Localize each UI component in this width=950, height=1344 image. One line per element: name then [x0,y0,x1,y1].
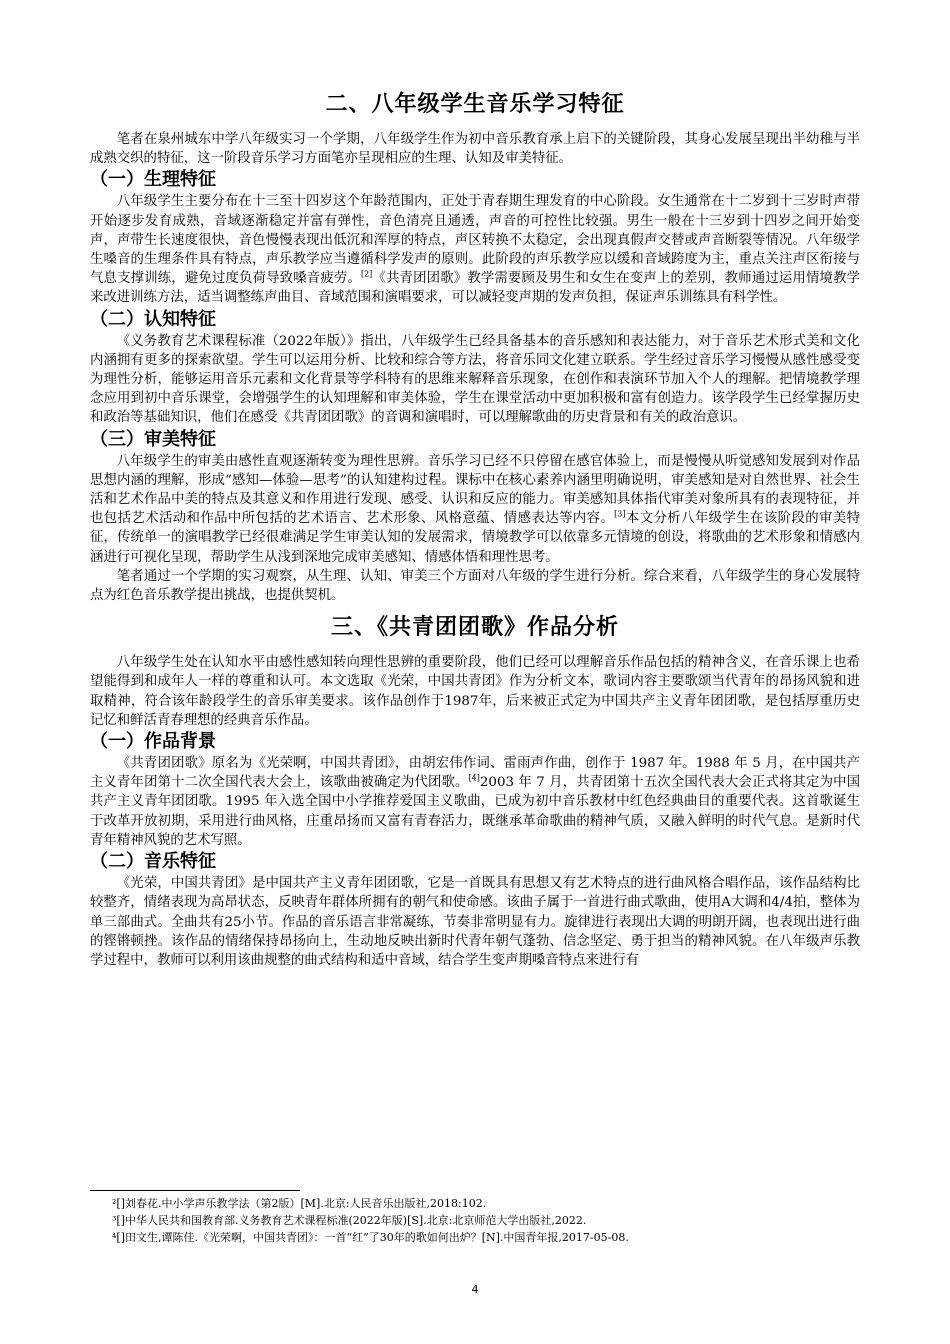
footnote-divider [90,1190,300,1191]
footnote-2: ²[]刘春花.中小学声乐教学法（第2版）[M].北京:人民音乐出版社,2018:102. [112,1197,487,1210]
subsection-aesthetic: （三）审美特征 [90,428,216,450]
background-text-a: 《共青团团歌》原名为《光荣啊，中国共青团》，由胡宏伟作词、雷雨声作曲，创作于 1987 年。1988 年 5 月，在中国共产主义青年团第十二次全国代表大会上，该歌曲被确定为代团歌。 [90,756,860,791]
page-number: 4 [471,1283,479,1296]
footnote-ref-2[interactable]: [2] [360,269,373,279]
background-paragraph [90,754,860,850]
physiological-text-a: 八年级学生主要分布在十三至十四岁这个年龄范围内，正处于青春期生理发育的中心阶段。女生通常在十二岁到十三岁时声带开始逐步发育成熟，音域逐渐稳定并富有弹性，音色清亮且通透，声音的可控性比较强。男生一般在十三岁到十四岁之间开始变声，声带生长速度很快，音色慢慢表现出低沉和浑厚的特点，声区转换不太稳定，会出现真假声交替或声音断裂等情况。八年级学生嗓音的生理条件具有特点，声乐教学应当遵循科学发声的原则。此阶段的声乐教学应以缓和音域跨度为主，重点关注声区衔接与气息支撑训练，避免过度负荷导致嗓音疲劳。 [90,194,860,287]
section-title-2: 二、八年级学生音乐学习特征 [325,92,625,117]
footnote-ref-4[interactable]: [4] [468,773,480,783]
physiological-paragraph [90,192,860,307]
page-body [90,88,860,970]
section-2-intro: 笔者在泉州城东中学八年级实习一个学期，八年级学生作为初中音乐教育承上启下的关键阶段，其身心发展呈现出半幼稚与半成熟交织的特征，这一阶段音乐学习方面笔亦呈现相应的生理、认知及审美特征。 [90,132,860,167]
footnote-3: ³[]中华人民共和国教育部.义务教育艺术课程标准(2022年版)[S].北京:北京师范大学出版社,2022. [112,1214,587,1227]
physiological-text-b: 《共青团团歌》教学需要顾及男生和女生在变声上的差别，教师通过运用情境教学来改进训练方法，适当调整练声曲目、音域范围和演唱要求，可以减轻变声期的发声负担，保证声乐训练具有科学性。 [90,271,861,306]
subsection-background: （一）作品背景 [90,731,216,753]
footnote-4: ⁴[]田文生,谭陈佳.《光荣啊，中国共青团》：一首“红”了30年的歌如何出炉？[N].中国青年报,2017-05-08. [112,1231,629,1244]
subsection-physiological: （一）生理特征 [90,169,216,191]
section-title-3: 三、《共青团团歌》作品分析 [330,615,619,641]
section-2-summary: 笔者通过一个学期的实习观察，从生理、认知、审美三个方面对八年级的学生进行分析。综合来看，八年级学生的身心发展特点为红色音乐教学提出挑战，也提供契机。 [90,568,860,604]
music-features-paragraph: 《光荣，中国共青团》是中国共产主义青年团团歌，它是一首既具有思想又有艺术特点的进行曲风格合唱作品，该作品结构比较整齐，情绪表现为高昂状态，反映青年群体所拥有的朝气和使命感。该曲子属于一首进行曲式歌曲，使用A大调和4/4拍，整体为单三部曲式。全曲共有25小节。作品的音乐语言非常凝练，节奏非常明显有力。旋律进行表现出大调的明朗开阔，也表现出进行曲的铿锵顿挫。该作品的情绪保持昂扬向上，生动地反映出新时代青年朝气蓬勃、信念坚定、勇于担当的精神风貌。在八年级声乐教学过程中，教师可以利用该曲规整的曲式结构和适中音域，结合学生变声期嗓音特点来进行有 [90,876,860,968]
section-3-intro: 八年级学生处在认知水平由感性感知转向理性思辨的重要阶段，他们已经可以理解音乐作品包括的精神含义，在音乐课上也希望能得到和成年人一样的尊重和认可。本文选取《光荣，中国共青团》作为分析文本，歌词内容主要歌颂当代青年的昂扬风貌和进取精神，符合该年龄段学生的音乐审美要求。该作品创作于1987年，后来被正式定为中国共产主义青年团团歌，是包括厚重历史记忆和鲜活青春理想的经典音乐作品。 [90,655,860,728]
subsection-cognitive: （二）认知特征 [90,308,216,330]
aesthetic-paragraph [90,452,860,567]
aesthetic-text-a: 八年级学生的审美由感性直观逐渐转变为理性思辨。音乐学习已经不只停留在感官体验上，而是慢慢从听觉感知发展到对作品思想内涵的理解，形成“感知—体验—思考”的认知建构过程。课标中在核心素养内涵里明确说明，审美感知是对自然世界、社会生活和艺术作品中美的特点及其意义和作用进行发现、感受、认识和反应的能力。审美感知具体指代审美对象所具有的表现特征，并也包括艺术活动和作品中所包括的艺术语言、艺术形象、风格意蕴、情感表达等内容。 [90,453,860,527]
aesthetic-text-b: 本文分析八年级学生在该阶段的审美特征，传统单一的演唱教学已经很难满足学生审美认知的发展需求，情境教学可以依靠多元情境的创设，将歌曲的艺术形象和情感内涵进行可视化呈现，帮助学生从浅到深地完成审美感知、情感体悟和理性思考。 [90,511,861,565]
background-text-b: 2003 年 7 月，共青团第十五次全国代表大会正式将其定为中国共产主义青年团团歌。1995 年入选全国中小学推荐爱国主义歌曲，已成为初中音乐教材中红色经典曲目的重要代表。这首歌诞生于改革开放初期，采用进行曲风格，庄重昂扬而又富有青春活力，既继承革命歌曲的精神气质，又融入鲜明的时代气息。是新时代青年精神风貌的艺术写照。 [90,775,861,848]
footnote-ref-3[interactable]: [3] [614,509,626,519]
cognitive-paragraph: 《义务教育艺术课程标准（2022年版）》指出，八年级学生已经具备基本的音乐感知和表达能力，对于音乐艺术形式美和文化内涵拥有更多的探索欲望。学生可以运用分析、比较和综合等方法，将音乐同文化建立联系。学生经过音乐学习慢慢从感性感受变为理性分析，能够运用音乐元素和文化背景等学科特有的思维来解释音乐现象，在创作和表演环节加入个人的理解。把情境教学理念应用到初中音乐课堂，会增强学生的认知理解和审美体验，学生在课堂活动中更加积极和富有创造力。该学段学生已经掌握历史和政治等基础知识，他们在感受《共青团团歌》的音调和演唱时，可以理解歌曲的历史背景和有关的政治意识。 [90,333,860,426]
subsection-music-features: （二）音乐特征 [90,851,216,873]
footnotes [90,1190,860,1246]
